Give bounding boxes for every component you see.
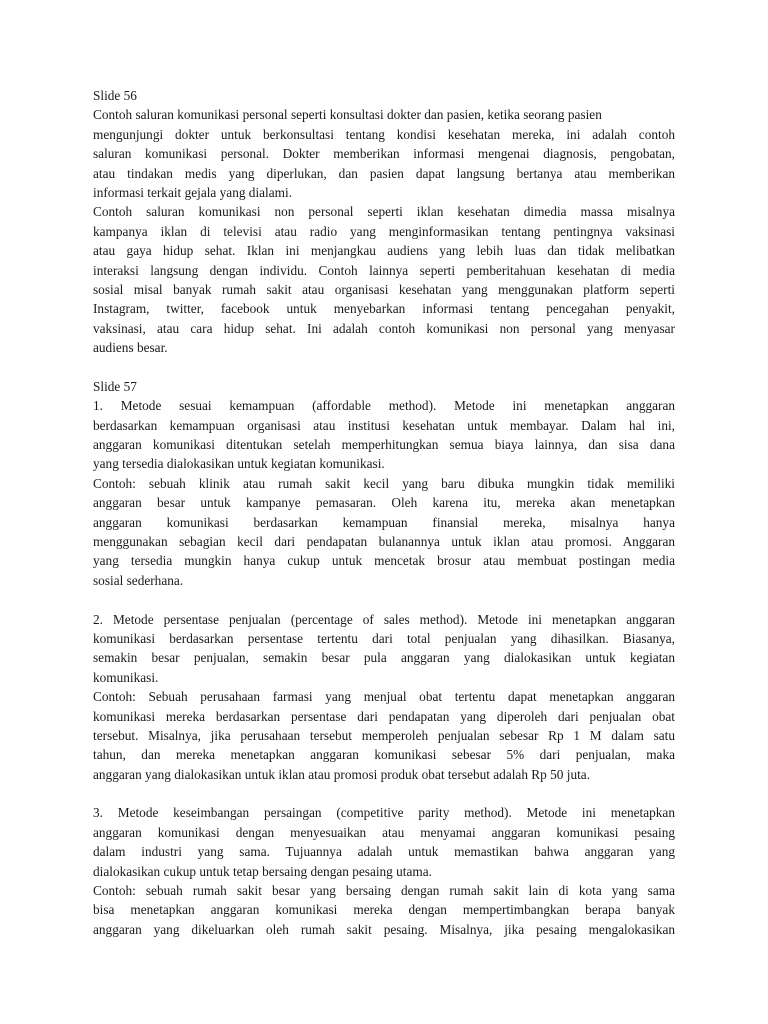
text-line: 2. Metode persentase penjualan (percentage of sales method). Metode ini menetapkan anggaran	[93, 611, 675, 627]
text-line: bisa menetapkan anggaran komunikasi mereka dengan mempertimbangkan berapa banyak	[93, 902, 675, 918]
text-line: tersebut. Misalnya, jika perusahaan tersebut memperoleh penjualan sebesar Rp 1 M dalam satu	[93, 727, 675, 743]
text-line: interaksi langsung dengan individu. Contoh lainnya seperti pemberitahuan kesehatan di media	[93, 262, 675, 278]
text-line: saluran komunikasi personal. Dokter memberikan informasi mengenai diagnosis, pengobatan,	[93, 146, 675, 162]
text-line: berdasarkan kemampuan organisasi atau institusi kesehatan untuk membayar. Dalam hal ini,	[93, 417, 675, 433]
paragraph	[93, 105, 675, 202]
text-line: atau tindakan medis yang diperlukan, dan pasien dapat langsung bertanya atau memberikan	[93, 165, 675, 181]
text-line: anggaran besar untuk kampanye pemasaran. Oleh karena itu, mereka akan menetapkan	[93, 495, 675, 511]
paragraph	[93, 881, 675, 939]
section-heading: Slide 57	[93, 378, 137, 394]
text-line: komunikasi mereka berdasarkan persentase dari pendapatan yang diperoleh dari penjualan obat	[93, 708, 675, 724]
text-line: Contoh saluran komunikasi personal seperti konsultasi dokter dan pasien, ketika seorang pasien	[93, 107, 602, 123]
text-line: Contoh: Sebuah perusahaan farmasi yang menjual obat tertentu dapat menetapkan anggaran	[93, 689, 675, 705]
blank-line	[93, 357, 675, 376]
text-line: anggaran komunikasi dengan menyesuaikan atau menyamai anggaran komunikasi pesaing	[93, 824, 675, 840]
paragraph	[93, 202, 675, 357]
text-line: anggaran komunikasi ditentukan setelah memperhitungkan semua biaya lainnya, dan sisa dana	[93, 437, 675, 453]
text-line: semakin besar penjualan, semakin besar pula anggaran yang dialokasikan untuk kegiatan	[93, 650, 675, 666]
text-line: komunikasi.	[93, 669, 159, 685]
text-line: menggunakan sebagian kecil dari pendapatan bulanannya untuk iklan atau promosi. Anggaran	[93, 533, 675, 549]
paragraph	[93, 396, 675, 474]
paragraph	[93, 610, 675, 688]
text-line: audiens besar.	[93, 340, 168, 356]
text-line: atau gaya hidup sehat. Iklan ini menjangkau audiens yang lebih luas dan tidak melibatkan	[93, 243, 675, 259]
blank-line	[93, 784, 675, 803]
paragraph	[93, 687, 675, 784]
section	[93, 86, 675, 357]
text-line: Contoh: sebuah rumah sakit besar yang bersaing dengan rumah sakit lain di kota yang sama	[93, 883, 675, 899]
text-line: sosial sederhana.	[93, 572, 184, 588]
text-line: informasi terkait gejala yang dialami.	[93, 184, 293, 200]
blank-line	[93, 590, 675, 609]
text-line: sosial misal banyak rumah sakit atau organisasi kesehatan yang menggunakan platform seperti	[93, 281, 675, 297]
text-line: anggaran yang dialokasikan untuk iklan atau promosi produk obat tersebut adalah Rp 50 juta.	[93, 766, 591, 782]
text-line: anggaran yang dikeluarkan oleh rumah sakit pesaing. Misalnya, jika pesaing mengalokasikan	[93, 921, 675, 937]
text-line: Contoh: sebuah klinik atau rumah sakit kecil yang baru dibuka mungkin tidak memiliki	[93, 475, 675, 491]
document-page	[93, 86, 675, 939]
text-line: dalam industri yang sama. Tujuannya adalah untuk memastikan bahwa anggaran yang	[93, 844, 675, 860]
text-line: anggaran komunikasi berdasarkan kemampuan finansial mereka, misalnya hanya	[93, 514, 675, 530]
text-line: dialokasikan cukup untuk tetap bersaing dengan pesaing utama.	[93, 863, 432, 879]
text-line: mengunjungi dokter untuk berkonsultasi tentang kondisi kesehatan mereka, ini adalah contoh	[93, 126, 675, 142]
text-line: komunikasi berdasarkan persentase tertentu dari total penjualan yang dihasilkan. Biasanya,	[93, 630, 675, 646]
text-line: yang tersedia mungkin hanya cukup untuk mencetak brosur atau membuat postingan media	[93, 553, 675, 569]
section	[93, 377, 675, 939]
text-line: Instagram, twitter, facebook untuk menyebarkan informasi tentang pencegahan penyakit,	[93, 301, 675, 317]
paragraph	[93, 474, 675, 590]
text-line: tahun, dan mereka menetapkan anggaran komunikasi sebesar 5% dari penjualan, maka	[93, 747, 675, 763]
text-line: yang tersedia dialokasikan untuk kegiatan komunikasi.	[93, 456, 385, 472]
text-line: 3. Metode keseimbangan persaingan (competitive parity method). Metode ini menetapkan	[93, 805, 675, 821]
text-line: vaksinasi, atau cara hidup sehat. Ini adalah contoh komunikasi non personal yang menyasar	[93, 320, 675, 336]
section-heading: Slide 56	[93, 88, 137, 103]
text-line: kampanya iklan di televisi atau radio yang menginformasikan tentang pentingnya vaksinasi	[93, 223, 675, 239]
paragraph	[93, 803, 675, 881]
text-line: Contoh saluran komunikasi non personal seperti iklan kesehatan dimedia massa misalnya	[93, 204, 675, 220]
text-line: 1. Metode sesuai kemampuan (affordable method). Metode ini menetapkan anggaran	[93, 398, 675, 414]
